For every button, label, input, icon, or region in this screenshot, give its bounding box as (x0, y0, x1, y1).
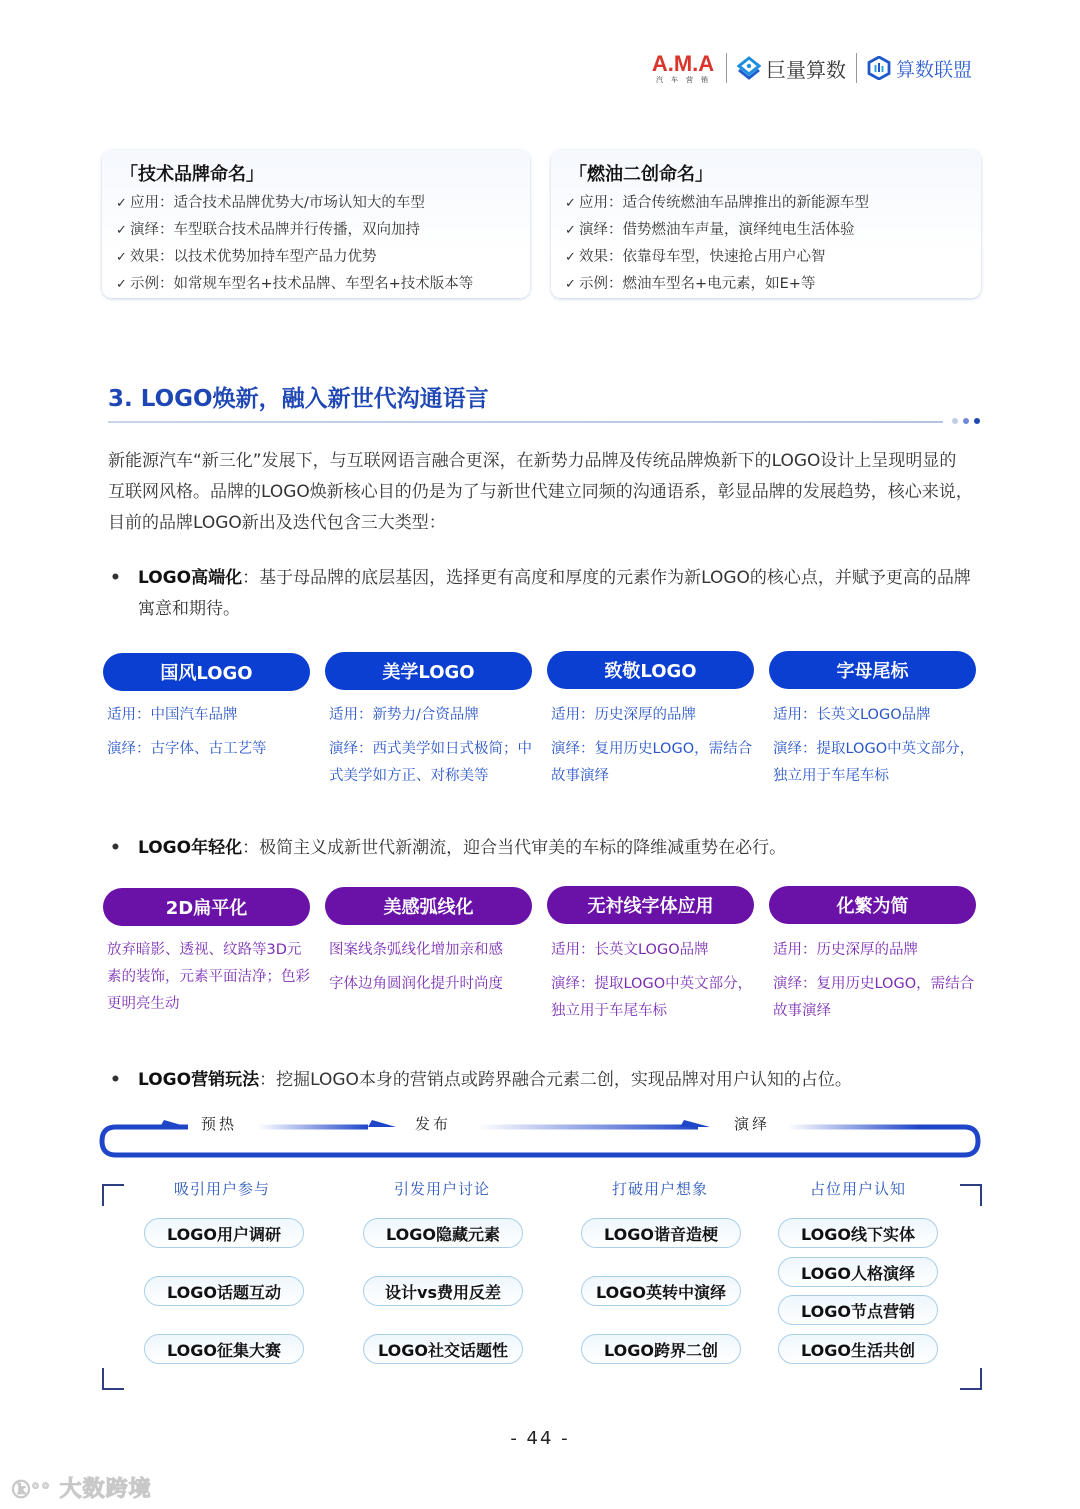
pill-curve-aesthetic: 美感弧线化 (325, 887, 532, 925)
logo-divider (856, 53, 857, 83)
fuel-derivative-naming-card (551, 150, 981, 298)
tag-user-research: LOGO用户调研 (144, 1218, 304, 1248)
column-head-attract: 吸引用户参与 (173, 1180, 270, 1198)
tag-life-cocreation: LOGO生活共创 (778, 1334, 938, 1364)
bullet-label: LOGO营销玩法 (138, 1070, 260, 1090)
2d-flat-desc: 放弃暗影、透视、纹路等3D元素的装饰，元素平面洁净；色彩更明亮生动 (107, 942, 310, 1012)
pill-guofeng-logo: 国风LOGO (103, 653, 310, 691)
bullet-logo-youth (108, 833, 973, 864)
suanshu-lianmeng-text: 算数联盟 (896, 58, 973, 81)
bullet-text: ：极简主义成新世代新潮流，迎合当代审美的车标的降维减重势在必行。 (242, 838, 787, 858)
tech-brand-naming-card (102, 150, 530, 298)
stage-launch: 发布 (415, 1115, 452, 1133)
divider-dots-icon (952, 418, 980, 424)
card-title: 「燃油二创命名」 (569, 164, 713, 185)
card-line: ✓ 应用：适合技术品牌优势大/市场认知大的车型 (116, 190, 516, 217)
curve-aesthetic-desc: 图案线条弧线化增加亲和感 字体边角圆润化提升时尚度 (329, 942, 503, 992)
check-icon: ✓ (565, 250, 576, 265)
frame-corner-bottom-right (960, 1368, 982, 1390)
header-logos (650, 50, 972, 86)
card-line: ✓ 效果：依靠母车型，快速抢占用户心智 (565, 244, 967, 271)
bullet-logo-premium (108, 563, 973, 625)
check-icon: ✓ (116, 250, 127, 265)
guofeng-desc: 适用：中国汽车品牌 演绎：古字体、古工艺等 (107, 707, 267, 757)
card-line: ✓ 应用：适合传统燃油车品牌推出的新能源车型 (565, 190, 967, 217)
tag-topic-interaction: LOGO话题互动 (144, 1276, 304, 1306)
bullet-text: ：基于母品牌的底层基因，选择更有高度和厚度的元素作为新LOGO的核心点，并赋予更高的品牌寓意和期待。 (138, 568, 971, 619)
check-icon: ✓ (565, 223, 576, 238)
bullet-dot-icon: • (110, 568, 121, 588)
tag-hidden-elements: LOGO隐藏元素 (363, 1218, 523, 1248)
logo-divider (726, 53, 727, 83)
card-line: ✓ 示例：燃油车型名+电元素，如E+等 (565, 271, 967, 298)
tag-design-cost-contrast: 设计vs费用反差 (363, 1276, 523, 1306)
watermark (12, 1472, 152, 1503)
tag-homophone-meme: LOGO谐音造梗 (581, 1218, 741, 1248)
suanshu-lianmeng-logo (867, 55, 972, 82)
tag-social-topic: LOGO社交话题性 (363, 1334, 523, 1364)
frame-corner-bottom-left (102, 1368, 124, 1390)
column-head-imagination: 打破用户想象 (611, 1180, 708, 1198)
check-icon: ✓ (116, 223, 127, 238)
bullet-logo-marketing (108, 1065, 973, 1096)
tag-crossover-remix: LOGO跨界二创 (581, 1334, 741, 1364)
watermark-logo-icon: ⓚ°° (12, 1480, 51, 1501)
tag-english-to-chinese: LOGO英转中演绎 (581, 1276, 741, 1306)
card-line: ✓ 演绎：车型联合技术品牌并行传播，双向加持 (116, 217, 516, 244)
tag-collection-contest: LOGO征集大赛 (144, 1334, 304, 1364)
sans-serif-desc: 适用：长英文LOGO品牌 演绎：提取LOGO中英文部分，独立用于车尾车标 (551, 942, 753, 1019)
section-title: 3. LOGO焕新，融入新世代沟通语言 (108, 386, 489, 412)
check-icon: ✓ (116, 277, 127, 292)
bullet-dot-icon: • (110, 838, 121, 858)
column-head-discuss: 引发用户讨论 (393, 1180, 490, 1198)
pill-aesthetic-logo: 美学LOGO (325, 652, 532, 690)
card-line: ✓ 效果：以技术优势加持车型产品力优势 (116, 244, 516, 271)
stage-interpret: 演绎 (734, 1115, 771, 1133)
page-number: - 44 - (510, 1428, 570, 1449)
juliang-diamond-icon (737, 56, 761, 80)
ama-logo-text: A.M.A (651, 50, 715, 76)
stage-preheat: 预热 (201, 1115, 238, 1133)
aesthetic-desc: 适用：新势力/合资品牌 演绎：西式美学如日式极简；中式美学如方正、对称美等 (329, 707, 532, 784)
card-line: ✓ 示例：如常规车型名+技术品牌、车型名+技术版本等 (116, 271, 516, 298)
frame-corner-top-left (102, 1184, 124, 1206)
card-title: 「技术品牌命名」 (120, 164, 264, 185)
juliang-suanshu-logo (737, 54, 846, 83)
section-divider (108, 421, 943, 423)
tag-festival-marketing: LOGO节点营销 (778, 1295, 938, 1325)
intro-paragraph: 新能源汽车“新三化”发展下，与互联网语言融合更深，在新势力品牌及传统品牌焕新下的LOGO设计上呈现明显的互联网风格。品牌的LOGO焕新核心目的仍是为了与新世代建立同频的沟通语系，彰显品牌的发展趋势，核心来说，目前的品牌LOGO新出及迭代包含三大类型： (108, 451, 973, 533)
pill-tribute-logo: 致敬LOGO (547, 651, 754, 689)
check-icon: ✓ (565, 196, 576, 211)
frame-corner-top-right (960, 1184, 982, 1206)
ama-logo-subtitle: 汽车营销 (656, 75, 716, 84)
pill-simplify: 化繁为简 (769, 886, 976, 924)
bullet-label: LOGO年轻化 (138, 838, 243, 858)
letter-badge-desc: 适用：长英文LOGO品牌 演绎：提取LOGO中英文部分，独立用于车尾车标 (773, 707, 975, 784)
juliang-suanshu-text: 巨量算数 (766, 57, 846, 82)
tribute-desc: 适用：历史深厚的品牌 演绎：复用历史LOGO，需结合故事演绎 (551, 707, 753, 784)
tag-persona: LOGO人格演绎 (778, 1257, 938, 1287)
pill-2d-flat: 2D扁平化 (103, 888, 310, 926)
tag-offline-physical: LOGO线下实体 (778, 1218, 938, 1248)
hexagon-chart-icon (867, 56, 891, 80)
bullet-text: ：挖掘LOGO本身的营销点或跨界融合元素二创，实现品牌对用户认知的占位。 (259, 1070, 852, 1090)
bullet-dot-icon: • (110, 1070, 121, 1090)
check-icon: ✓ (565, 277, 576, 292)
bullet-label: LOGO高端化 (138, 568, 243, 588)
column-head-cognition: 占位用户认知 (809, 1180, 906, 1198)
card-line: ✓ 演绎：借势燃油车声量，演绎纯电生活体验 (565, 217, 967, 244)
check-icon: ✓ (116, 196, 127, 211)
pill-letter-badge: 字母尾标 (769, 651, 976, 689)
pill-sans-serif: 无衬线字体应用 (547, 886, 754, 924)
watermark-text: 大数跨境 (59, 1477, 152, 1502)
simplify-desc: 适用：历史深厚的品牌 演绎：复用历史LOGO，需结合故事演绎 (773, 942, 975, 1019)
ama-logo (650, 50, 716, 84)
